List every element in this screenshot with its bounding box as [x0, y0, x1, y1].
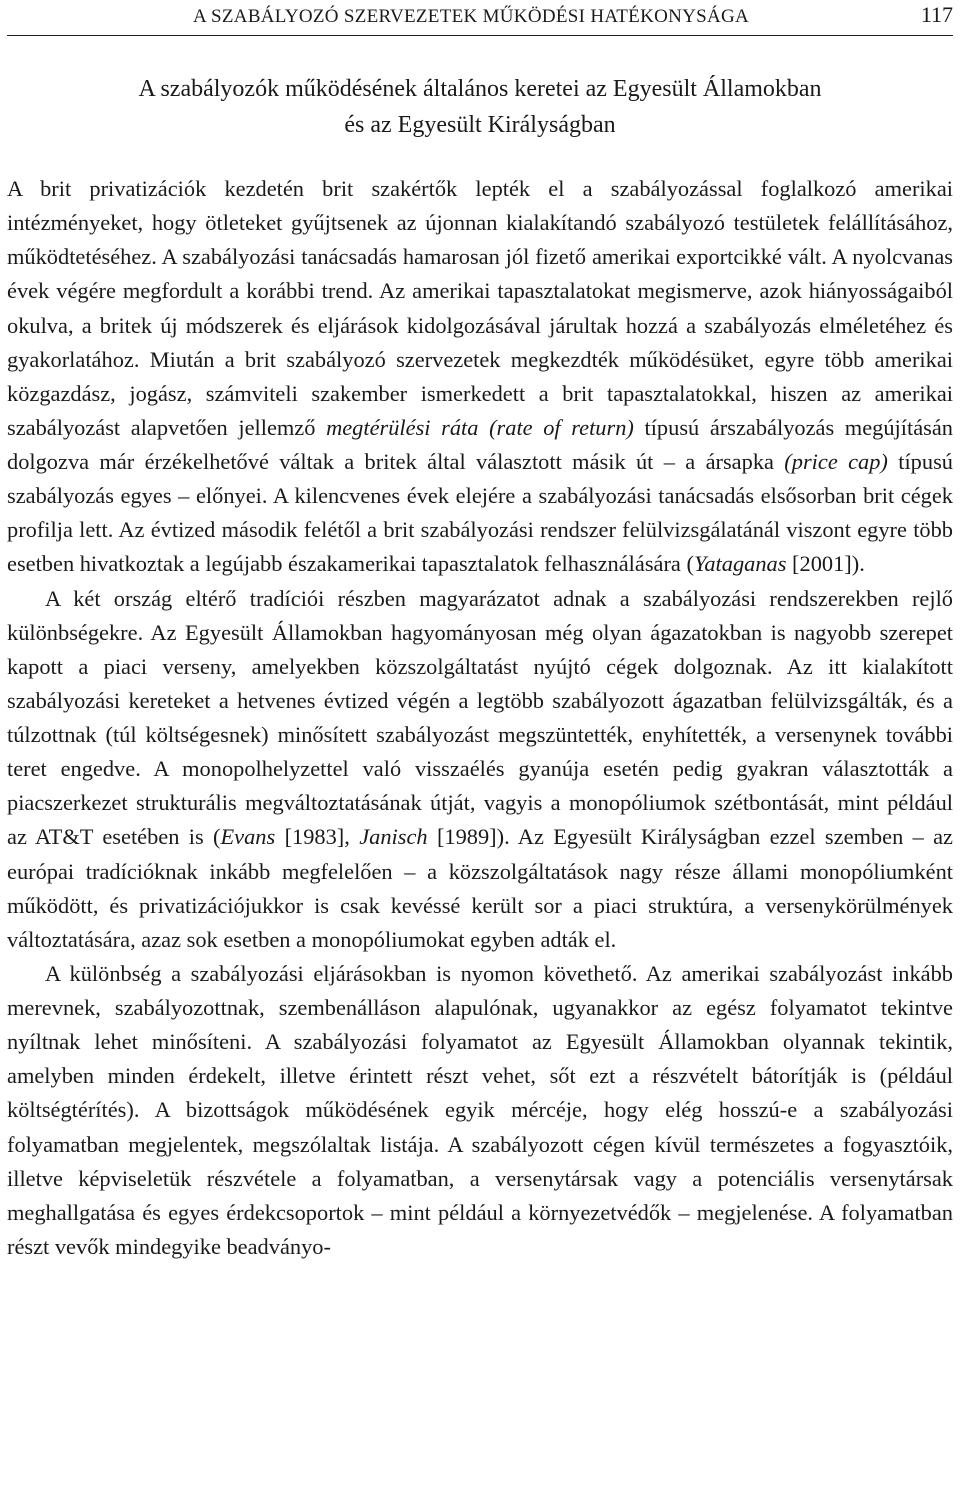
paragraph-1 [7, 172, 953, 582]
p2-citation-janisch: Janisch [359, 824, 428, 850]
section-heading-line-2: és az Egyesült Királyságban [344, 112, 616, 138]
p1-italic-rate-of-return: megtérülési ráta (rate of return) [326, 414, 634, 440]
p3-text-a: A különbség a szabályozási eljárásokban is nyomon követhető. Az amerikai szabályozást inkább merevnek, szabályozottnak, szembenálláson alapulónak, ugyanakkor az egész folyamatot tekintve nyíltnak lehet minősíteni. A szabályozási folyamatot az Egyesült Államokban olyannak tekintik, amelyben minden érdekelt, illetve érintett részt vehet, sőt ezt a részvételt bátorítják is (például költségtérítés). A bizottságok működésének egyik mércéje, hogy elég hosszú-e a szabályozási folyamatban megjelentek, megszólaltak listája. A szabályozott cégen kívül természetes a fogyasztóik, illetve képviseletük részvétele a folyamatban, a versenytársak vagy a potenciális versenytársak meghallgatása és egyes érdekcsoportok – mint például a környezetvédők – megjelenése. A folyamatban részt vevők mindegyike beadványo- [7, 960, 953, 1259]
body-text [7, 172, 953, 1264]
header-rule [7, 35, 953, 36]
paragraph-3 [7, 957, 953, 1264]
p2-text-c: [1989]). Az Egyesült Királyságban ezzel szemben – az európai tradícióknak inkább megfelelően – a közszolgáltatások nagy része állami monopóliumként működött, és privatizációjukkor is csak kevéssé került sor a piaci struktúra, a versenykörülmények változtatására, azaz sok esetben a monopóliumokat egyben adták el. [7, 824, 953, 952]
p1-text-b: típusú árszabályozás megújításán dolgozva már érzékelhetővé váltak a britek által választott másik út – a ársapka [7, 414, 953, 474]
p2-text-b: [1983], [275, 824, 360, 850]
running-head [7, 0, 953, 34]
p2-text-a: A két ország eltérő tradíciói részben magyarázatot adnak a szabályozási rendszerekben rejlő különbségekre. Az Egyesült Államokban hagyományosan még olyan ágazatokban is nagyobb szerepet kapott a piaci verseny, amelyekben közszolgáltatást nyújtó cégek dolgoznak. Az itt kialakított szabályozási kereteket a hetvenes évtized végén a legtöbb szabályozott ágazatban felülvizsgálták, és a túlzottnak (túl költségesnek) minősített szabályozást megszüntették, enyhítették, a versenynek további teret engedve. A monopolhelyzettel való visszaélés gyanúja esetén pedig gyakran választották a piacszerkezet strukturális megváltoztatásának útját, vagyis a monopóliumok szétbontását, mint például az AT&T esetében is ( [7, 585, 953, 850]
section-heading-line-1: A szabályozók működésének általános keretei az Egyesült Államokban [138, 76, 822, 102]
p1-text-c: típusú szabályozás egyes – előnyei. A kilencvenes évek elejére a szabályozási tanácsadás elsősorban brit cégek profilja lett. Az évtized második felétől a brit szabályozási rendszer felülvizsgálatánál viszont egyre több esetben hivatkoztak a legújabb északamerikai tapasztalatok felhasználására ( [7, 449, 953, 577]
p1-citation-author: Yataganas [693, 551, 787, 577]
p1-italic-price-cap: (price cap) [784, 449, 888, 474]
p2-citation-evans: Evans [220, 824, 276, 850]
paragraph-2 [7, 582, 953, 957]
p1-text-a: A brit privatizációk kezdetén brit szakértők lepték el a szabályozással foglalkozó amerikai intézményeket, hogy ötleteket gyűjtsenek az újonnan kialakítandó szabályozó testületek felállításához, működtetéséhez. A szabályozási tanácsadás hamarosan jól fizető amerikai exportcikké vált. A nyolcvanas évek végére megfordult a korábbi trend. Az amerikai tapasztalatokat megismerve, azok hiányosságaiból okulva, a britek új módszerek és eljárások kidolgozásával járultak hozzá a szabályozás elméletéhez és gyakorlatához. Miután a brit szabályozó szervezetek megkezdték működésüket, egyre több amerikai közgazdász, jogász, számviteli szakember ismerkedett a brit tapasztalatokkal, hiszen az amerikai szabályozást alapvetően jellemző [7, 176, 953, 440]
section-heading [0, 71, 960, 143]
p1-text-d: [2001]). [786, 551, 865, 577]
page-number: 117 [920, 2, 953, 27]
running-title: A SZABÁLYOZÓ SZERVEZETEK MŰKÖDÉSI HATÉKONYSÁGA [193, 6, 750, 27]
